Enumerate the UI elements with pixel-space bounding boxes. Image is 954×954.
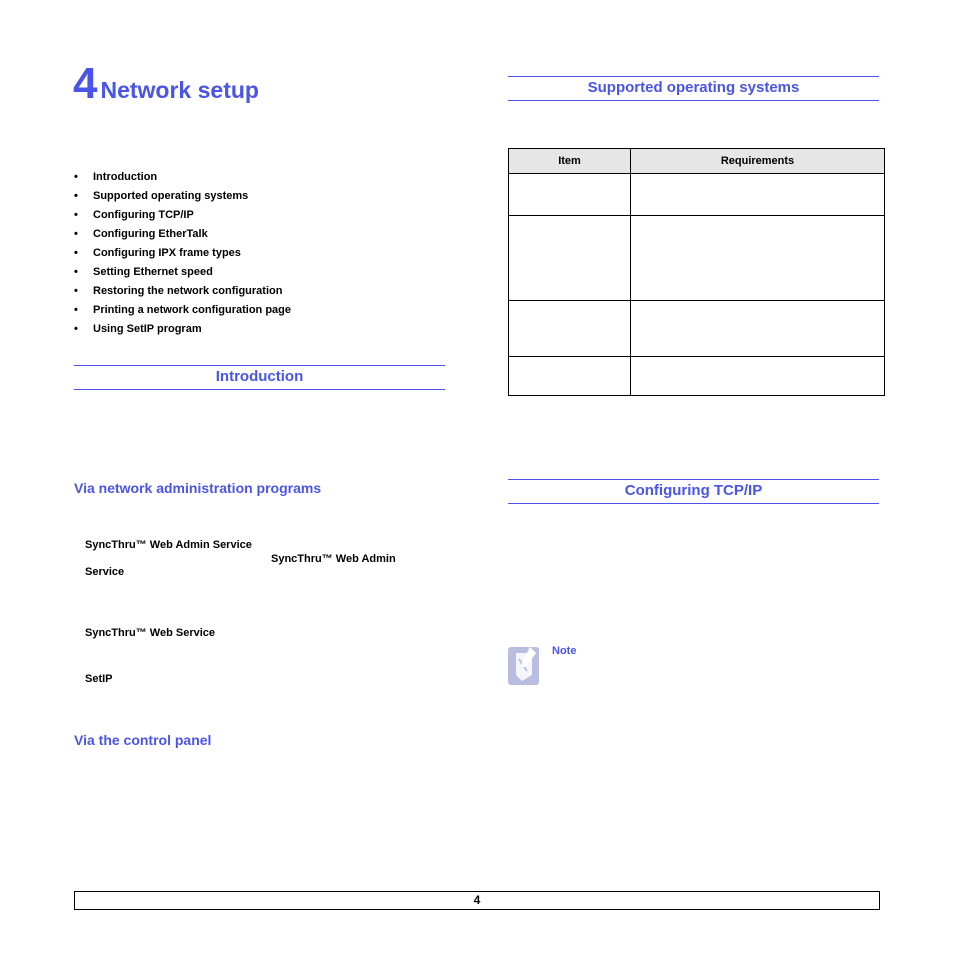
toc-item[interactable]: • Supported operating systems bbox=[74, 189, 291, 208]
table-cell bbox=[509, 174, 631, 216]
table-row bbox=[509, 357, 885, 396]
note-icon bbox=[508, 645, 539, 685]
chapter-number: 4 bbox=[73, 59, 98, 108]
page-number: 4 bbox=[473, 893, 481, 907]
page-footer bbox=[74, 891, 880, 910]
toc-item[interactable]: • Configuring IPX frame types bbox=[74, 246, 291, 265]
syncthru-web-label: SyncThru™ Web Service bbox=[85, 627, 216, 639]
table-row bbox=[509, 301, 885, 357]
toc-item[interactable]: • Configuring EtherTalk bbox=[74, 227, 291, 246]
via-admin-programs-heading: Via network administration programs bbox=[74, 480, 322, 496]
table-row bbox=[509, 174, 885, 216]
toc-item[interactable]: • Setting Ethernet speed bbox=[74, 265, 291, 284]
table-cell bbox=[509, 301, 631, 357]
via-control-panel-heading: Via the control panel bbox=[74, 732, 212, 748]
table-cell bbox=[631, 216, 885, 301]
os-requirements-table bbox=[508, 148, 885, 396]
table-header-item: Item bbox=[509, 149, 631, 174]
table-cell bbox=[631, 357, 885, 396]
toc-item[interactable]: • Using SetIP program bbox=[74, 322, 291, 341]
table-header-requirements: Requirements bbox=[631, 149, 885, 174]
configuring-tcpip-heading: Configuring TCP/IP bbox=[508, 479, 879, 504]
table-cell bbox=[509, 357, 631, 396]
table-cell bbox=[509, 216, 631, 301]
table-cell bbox=[631, 301, 885, 357]
syncthru-admin-label: SyncThru™ Web Admin Service bbox=[85, 539, 252, 551]
table-row bbox=[509, 216, 885, 301]
note-label: Note bbox=[552, 645, 577, 657]
chapter-title-text: Network setup bbox=[100, 77, 259, 103]
setip-label: SetIP bbox=[85, 673, 113, 685]
toc-item[interactable]: • Configuring TCP/IP bbox=[74, 208, 291, 227]
supported-os-heading: Supported operating systems bbox=[508, 76, 879, 101]
table-header-row bbox=[509, 149, 885, 174]
syncthru-admin-inline-1: SyncThru™ Web Admin bbox=[271, 553, 396, 565]
toc-item[interactable]: • Printing a network configuration page bbox=[74, 303, 291, 322]
chapter-contents-list bbox=[74, 170, 291, 341]
toc-item[interactable]: • Introduction bbox=[74, 170, 291, 189]
chapter-title bbox=[73, 59, 259, 108]
syncthru-admin-inline-2: Service bbox=[85, 566, 125, 578]
toc-item[interactable]: • Restoring the network configuration bbox=[74, 284, 291, 303]
table-cell bbox=[631, 174, 885, 216]
introduction-heading: Introduction bbox=[74, 365, 445, 390]
